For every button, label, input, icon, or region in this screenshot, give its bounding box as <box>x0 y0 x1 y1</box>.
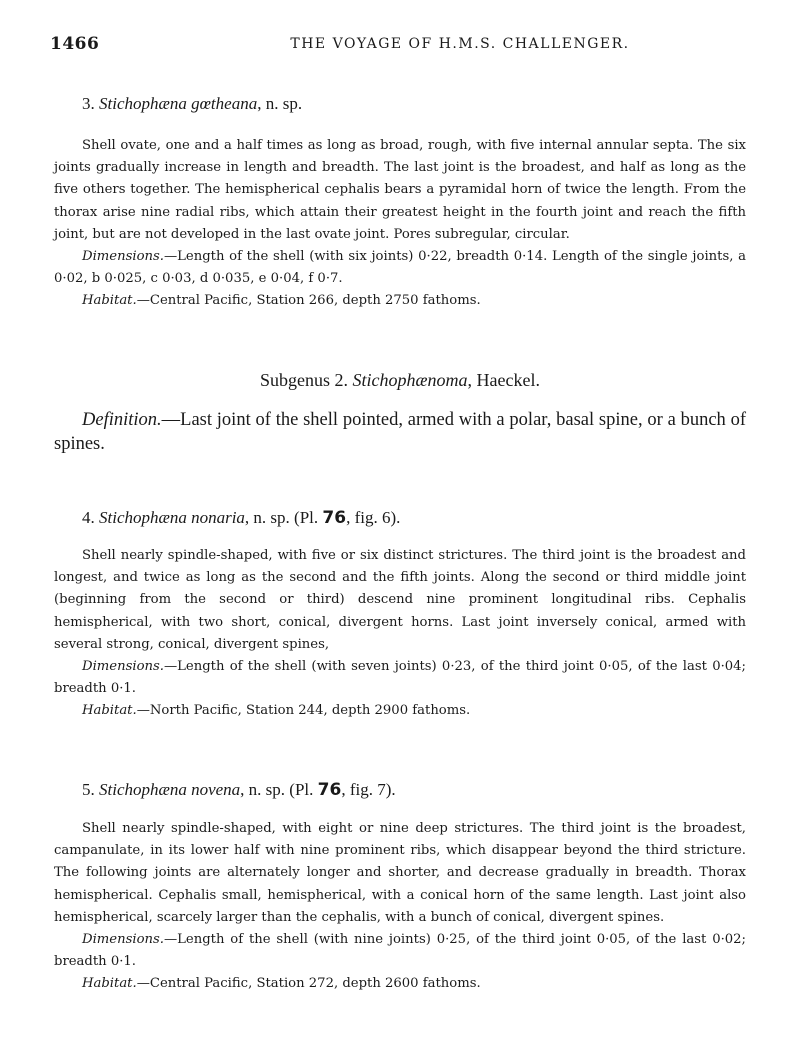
subgenus-name: Stichophænoma <box>352 370 468 390</box>
species-number: 4. <box>82 508 95 527</box>
species-name: Stichophæna gœtheana <box>99 94 258 113</box>
dimensions-label: Dimensions. <box>82 932 164 948</box>
dimensions-text: —Length of the shell (with nine joints) 0·25, of the third joint 0·05, of the last 0·02; breadth 0·1. <box>54 932 746 970</box>
dimensions-text: —Length of the shell (with seven joints) 0·23, of the third joint 0·05, of the last 0·04; breadth 0·1. <box>54 659 746 697</box>
habitat-text: —North Pacific, Station 244, depth 2900 fathoms. <box>136 703 471 719</box>
running-head: THE VOYAGE OF H.M.S. CHALLENGER. <box>290 36 630 52</box>
dimensions-paragraph <box>54 929 746 973</box>
dimensions-label: Dimensions. <box>82 659 164 675</box>
dimensions-label: Dimensions. <box>82 249 164 265</box>
habitat-label: Habitat. <box>82 293 137 309</box>
habitat-label: Habitat. <box>82 703 137 719</box>
habitat-text: —Central Pacific, Station 266, depth 2750 fathoms. <box>136 293 481 309</box>
species-5-body <box>54 818 746 996</box>
dimensions-text: —Length of the shell (with six joints) 0·22, breadth 0·14. Length of the single joints, a 0·02, b 0·025, c 0·03, d 0·035, e 0·04, f 0·7. <box>54 249 746 287</box>
subgenus-heading <box>54 370 746 391</box>
page-number: 1466 <box>50 34 100 54</box>
species-description: Shell nearly spindle-shaped, with five or six distinct strictures. The third joint is the broadest and longest, and twice as long as the second and the fifth joints. Along the second or third middle joint (beginning from the second or third) descend nine prominent longitudinal ribs. Cephalis hemispherical, with two short, conical, divergent horns. Last joint inversely conical, armed with several strong, conical, divergent spines, <box>54 548 746 652</box>
definition-label: Definition. <box>82 410 162 430</box>
species-3-heading <box>82 94 742 114</box>
species-4-heading <box>82 508 742 528</box>
dimensions-paragraph <box>54 656 746 700</box>
species-suffix: , n. sp. (Pl. <box>240 780 318 799</box>
habitat-label: Habitat. <box>82 976 137 992</box>
dimensions-paragraph <box>54 246 746 290</box>
species-4-body <box>54 545 746 723</box>
habitat-paragraph <box>54 700 746 722</box>
definition-text: —Last joint of the shell pointed, armed with a polar, basal spine, or a bunch of spines. <box>54 410 746 454</box>
page-header <box>50 34 750 56</box>
habitat-paragraph <box>54 290 746 312</box>
species-3-body <box>54 135 746 313</box>
species-suffix: , n. sp. (Pl. <box>244 508 323 527</box>
species-suffix: , n. sp. <box>257 94 303 113</box>
habitat-paragraph <box>54 973 746 995</box>
species-name: Stichophæna nonaria <box>99 508 245 527</box>
species-number: 5. <box>82 780 95 799</box>
subgenus-definition <box>54 408 746 456</box>
species-number: 3. <box>82 94 95 113</box>
definition-paragraph <box>54 408 746 456</box>
species-description: Shell ovate, one and a half times as long as broad, rough, with five internal annular septa. The six joints gradually increase in length and breadth. The last joint is the broadest, and half as long as the five others together. The hemispherical cephalis bears a pyramidal horn of twice the length. From the thorax arise nine radial ribs, which attain their greatest height in the fourth joint and reach the fifth joint, but are not developed in the last ovate joint. Pores subregular, circular. <box>54 138 746 242</box>
habitat-text: —Central Pacific, Station 272, depth 2600 fathoms. <box>136 976 481 992</box>
figure-ref: , fig. 6). <box>346 508 401 527</box>
species-5-heading <box>82 780 742 800</box>
subgenus-prefix: Subgenus 2. <box>260 370 349 390</box>
figure-ref: , fig. 7). <box>341 780 396 799</box>
plate-number: 76 <box>317 780 342 800</box>
plate-number: 76 <box>322 508 347 528</box>
species-name: Stichophæna novena <box>99 780 241 799</box>
species-description: Shell nearly spindle-shaped, with eight or nine deep strictures. The third joint is the broadest, campanulate, in its lower half with nine prominent ribs, which disappear beyond the third stricture. The following joints are alternately longer and shorter, and decrease gradually in breadth. Thorax hemispherical. Cephalis small, hemispherical, with a conical horn of the same length. Last joint also hemispherical, scarcely larger than the cephalis, with a bunch of conical, divergent spines. <box>54 821 746 925</box>
subgenus-author: , Haeckel. <box>467 370 540 390</box>
